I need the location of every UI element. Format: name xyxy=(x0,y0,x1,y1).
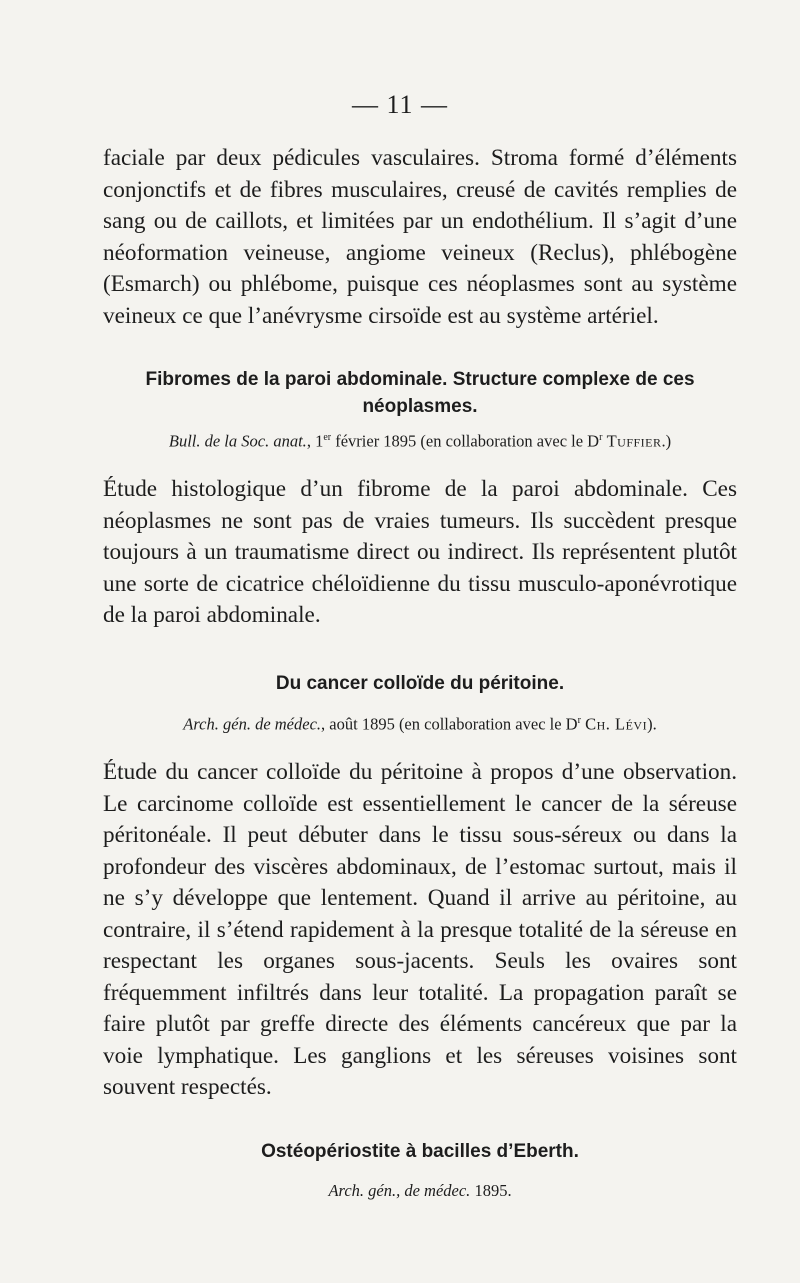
reference-date-day: , 1 xyxy=(306,431,324,451)
section-heading-cancer: Du cancer colloïde du péritoine. xyxy=(275,673,565,694)
reference-title-sup: r xyxy=(577,715,581,726)
section-heading-fibromes: Fibromes de la paroi abdominale. Structure complexe de ces néoplasmes. xyxy=(145,369,695,417)
reference-journal: Arch. gén. de médec. xyxy=(183,714,322,734)
intro-paragraph: faciale par deux pédicules vasculaires. Stroma formé d’éléments conjonctifs et de fibres musculaires, creusé de cavités remplies de sang ou de caillots, et limitées par un endothélium. Il s’agit d’une néoformation veineuse, angiome veineux (Reclus), phlébogène (Esmarch) ou phlébome, puisque ces néoplasmes sont au système veineux ce que l’anévrysme cirsoïde est au système artériel. xyxy=(103,145,737,329)
paragraph-fibromes: Étude histologique d’un fibrome de la paroi abdominale. Ces néoplasmes ne sont pas de vraies tumeurs. Ils succèdent presque toujours à un traumatisme direct ou indirect. Ils représentent plutôt une sorte de cicatrice chéloïdienne du tissu musculo-aponévrotique de la paroi abdominale. xyxy=(103,476,737,628)
reference-closing: ). xyxy=(647,714,657,734)
reference-fibromes xyxy=(100,427,740,453)
reference-date: 1895. xyxy=(470,1181,512,1200)
reference-journal: Arch. gén., de médec. xyxy=(328,1181,471,1200)
reference-date: février 1895 (en collaboration avec le D xyxy=(331,431,600,451)
reference-date: , août 1895 (en collaboration avec le D xyxy=(321,714,578,734)
paragraph-cancer: Étude du cancer colloïde du péritoine à propos d’une observation. Le carcinome colloïde est essentiellement le cancer de la séreuse péritonéale. Il peut débuter dans le tissu sous-séreux ou dans la profondeur des viscères abdominaux, de l’estomac surtout, mais il ne s’y développe que lentement. Quand il arrive au péritoine, au contraire, il s’étend rapidement à la presque totalité de la séreuse en respectant les organes sous-jacents. Seuls les ovaires sont fréquemment infiltrés dans leur totalité. La propagation paraît se faire plutôt par greffe directe des éléments cancéreux que par la voie lymphatique. Les ganglions et les séreuses voisines sont souvent respectés. xyxy=(103,759,737,1100)
reference-date-sup: er xyxy=(323,432,332,443)
page-number: — 11 — xyxy=(351,90,449,119)
reference-collaborator: Ch. Lévi xyxy=(585,714,648,734)
reference-journal: Bull. de la Soc. anat. xyxy=(168,431,307,451)
reference-title-sup: r xyxy=(599,432,603,443)
reference-osteoperiostite xyxy=(100,1180,740,1202)
reference-cancer xyxy=(100,710,740,736)
reference-closing: .) xyxy=(661,431,672,451)
reference-collaborator: Tuffier xyxy=(606,431,662,451)
section-heading-osteoperiostite: Ostéopériostite à bacilles d’Eberth. xyxy=(261,1141,579,1162)
